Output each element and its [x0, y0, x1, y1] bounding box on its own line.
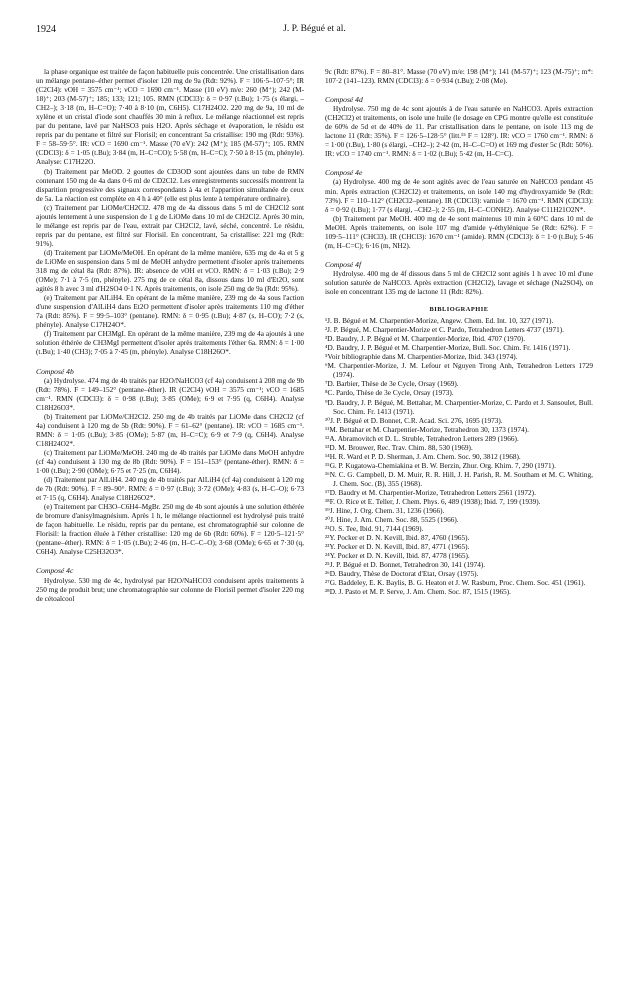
reference-item: ¹⁹J. Hine, J. Org. Chem. 31, 1236 (1966). — [325, 507, 445, 516]
bibliography-heading: BIBLIOGRAPHIE — [429, 306, 489, 314]
left-paragraph: (f) Traitement par CH3MgI. En opérant de la même manière, 239 mg de 4a ajoutés à une solution éthérée de CH3MgI permettent d'isoler après traitements l'éther 6a. RMN: δ = 1·00 (t.Bu); 1·40 (CH3); 7·05 à 7·45 (m, phényle). Analyse C18H26O*. — [36, 330, 304, 357]
left-paragraph: (c) Traitement par LiOMe/CH2Cl2. 478 mg de 4a dissous dans 5 ml de CH2Cl2 sont ajoutés lentement à une suspension de 1 g de LiOMe dans 10 ml de CH2Cl2. Après 30 min, le mélange est repris par de l'eau, extrait par CH2Cl2, lavé, séché, concentré. Le résidu, repris par du pentane, est filtré sur Florisil. En concentrant, 5a cristallise: 221 mg (Rdt: 91%). — [36, 203, 304, 248]
left-paragraph: (c) Traitement par LiOMe/MeOH. 240 mg de 4b traités par LiOMe dans MeOH anhydre (cf 4a) conduisent à 130 mg de 8b (Rdt: 90%). F = 151–153° (pentane-éther). RMN: δ = 1·00 (t.Bu); 2·90 (OMe); 6·75 et 7·25 (m, C6H4). — [36, 448, 304, 476]
right-paragraph: Hydrolyse. 750 mg de 4c sont ajoutés à de l'eau saturée en NaHCO3. Après extraction (CH2Cl2) et traitements, on isole une huile (le dosage en CPG montre qu'elle est constituée de 60% de 5d et de 40% de 11. Par cristallisation dans le pentane, on isole 113 mg de lactone 11 (Rdt: 35%). F = 126·5–128·5° (litt.¹⁵ F = 128°). IR: νCO = 1760 cm⁻¹. RMN: δ = 1·00 (t.Bu), 1·80 (s élargi, –CH2–); 2·42 (m, H–C–C=O) et 169 mg d'ester 5c (Rdt: 50%). IR: νCO = 1740 cm⁻¹. RMN: δ = 1·02 (t.Bu); 5·42 (m, H–C=C). — [325, 105, 593, 159]
left-paragraph: (b) Traitement par LiOMe/CH2Cl2. 250 mg de 4b traités par LiOMe dans CH2Cl2 (cf 4a) conduisent à 120 mg de 5b (Rdt: 90%). F = 61–62° (pentane). IR: νCO = 1685 cm⁻¹. RMN: δ = 1·05 (t.Bu); 3·85 (OMe); 5·87 (m, H–C=C); 6·9 et 7·9 (q, C6H4). Analyse C18H24O2*. — [36, 412, 304, 448]
reference-item: ⁹D. Baudry, J. P. Bégué, M. Bettahar, M. Charpentier-Morize, C. Pardo et J. Sansoulet, Bull. Soc. Chim. Fr. 1413 (1971). — [325, 398, 593, 416]
left-paragraph: (b) Traitement par MeOD. 2 gouttes de CD3OD sont ajoutées dans un tube de RMN contenant 150 mg de 4a dans 0·6 ml de CD2Cl2. Les enregistrements successifs montrent la disparition progressive des signaux correspondants à 4a et l'apparition simultanée de ceux de 5a. La réaction est complète en 4 h à 40° (elle est plus lente à température ordinaire). — [36, 167, 304, 203]
reference-item: ²⁷G. Baddeley, E. K. Baylis, B. G. Heaton et J. W. Rasburn, Proc. Chem. Soc. 451 (1961). — [325, 579, 586, 588]
left-paragraph: Hydrolyse. 530 mg de 4c, hydrolysé par H2O/NaHCO3 conduisent après traitements à 250 mg de produit brut; une chromatographie sur colonne de Florisil permet d'isoler 220 mg de cétoalcool — [36, 576, 304, 603]
reference-item: ¹¹M. Bettahar et M. Charpentier-Morize, Tetrahedron 30, 1373 (1974). — [325, 425, 529, 434]
right-section-heading: Composé 4f — [325, 259, 362, 269]
reference-item: ²⁸D. J. Pasto et M. P. Serve, J. Am. Chem. Soc. 87, 1515 (1965). — [325, 588, 511, 597]
reference-item: ¹⁵G. P. Kugatowa-Chemiakina et B. W. Berzin, Zhur. Org. Khim. 7, 290 (1971). — [325, 461, 556, 470]
running-head: J. P. Bégué et al. — [283, 24, 346, 34]
reference-item: ²¹O. S. Tee, Ibid. 91, 7144 (1969). — [325, 525, 424, 534]
reference-item: ¹J. B. Bégué et M. Charpentier-Morize, Angew. Chem. Ed. Int. 10, 327 (1971). — [325, 317, 554, 326]
right-section-heading: Composé 4e — [325, 168, 363, 178]
right-paragraph: (a) Hydrolyse. 400 mg de 4e sont agités avec de l'eau saturée en NaHCO3 pendant 45 min. Après extraction (CH2Cl2) et traitements, on isole 140 mg d'hydroxyamide 9e (Rdt: 73%). F = 110–112° (CH2Cl2–pentane). IR (CDCl3): νamide = 1670 cm⁻¹. RMN (CDCl3): δ = 0·92 (t.Bu); 1·77 (s élargi, –CH2–); 2·55 (m, H–C–CONH2). Analyse C11H21O2N*. — [325, 178, 593, 214]
reference-item: ¹⁴H. R. Ward et P. D. Sherman, J. Am. Chem. Soc. 90, 3812 (1968). — [325, 452, 521, 461]
reference-item: ³D. Baudry, J. P. Bégué et M. Charpentier-Morize, Ibid. 4707 (1970). — [325, 335, 526, 344]
left-paragraph: (e) Traitement par CH3O–C6H4–MgBr. 250 mg de 4b sont ajoutés à une solution éthérée de bromure d'anisylmagnésium. Après 1 h, le mélange réactionnel est hydrolysé puis traité de façon habituelle. Le résidu, repris par du pentane, est chromatographié sur colonne de Florisil: la fraction éluée à l'éther cristallise: 120 mg de 6b (Rdt: 60%). F = 120·5–121·5° (pentane–éther). RMN: δ = 1·05 (t.Bu); 2·46 (m, H–C–C–O); 3·68 (OMe); 6·65 et 7·30 (q, C6H4). Analyse C25H32O3*. — [36, 503, 304, 557]
reference-item: ²⁴Y. Pocker et D. N. Kevill, Ibid. 87, 4778 (1965). — [325, 552, 470, 561]
reference-item: ¹⁷D. Baudry et M. Charpentier-Morize, Tetrahedron Letters 2561 (1972). — [325, 488, 536, 497]
reference-item: ²J. P. Bégué, M. Charpentier-Morize et C. Pardo, Tetrahedron Letters 4737 (1971). — [325, 326, 564, 335]
reference-item: ²⁵J. P. Bégué et D. Bonnet, Tetrahedron 30, 141 (1974). — [325, 561, 486, 570]
reference-item: ¹⁸F. O. Rice et E. Teller, J. Chem. Phys. 6, 489 (1938); Ibid. 7, 199 (1939). — [325, 498, 541, 507]
reference-item: ¹⁰J. P. Bégué et D. Bonnet, C.R. Acad. Sci. 276, 1695 (1973). — [325, 416, 503, 425]
right-section-heading: Composé 4d — [325, 95, 363, 105]
right-paragraph: (b) Traitement par MeOH. 400 mg de 4e sont maintenus 10 min à 60°C dans 10 ml de MeOH. Après traitements, on isole 107 mg d'amide γ-éthylénique 5e (Rdt: 62%). F = 109·5–111° (CHCl3). IR (CHCl3): 1670 cm⁻¹ (amide). RMN (CDCl3): δ = 1·0 (t.Bu); 5·46 (m, H–C=C); 6·16 (m, NH2). — [325, 214, 593, 250]
left-paragraph: (d) Traitement par AlLiH4. 240 mg de 4b traités par AlLiH4 (cf 4a) conduisent à 120 mg de 7b (Rdt: 90%). F = 89–90°. RMN: δ = 0·97 (t.Bu); 3·72 (OMe); 4·83 (s, H–C–O); 6·73 et 7·15 (q, C6H4). Analyse C18H26O2*. — [36, 476, 304, 503]
right-paragraph: Hydrolyse. 400 mg de 4f dissous dans 5 ml de CH2Cl2 sont agités 1 h avec 10 ml d'une solution saturée de NaHCO3. Après extraction (CH2Cl2), lavage et séchage (Na2SO4), on isole en concentrant 135 mg de lactone 11 (Rdt: 82%). — [325, 269, 593, 296]
left-paragraph: (d) Traitement par LiOMe/MeOH. En opérant de la même manière, 635 mg de 4a et 5 g de LiOMe en suspension dans 5 ml de MeOH anhydre permettent d'isoler après traitements 318 mg de cétal 8a (Rdt: 87%). IR: absence de νOH et νCO. RMN: δ = 1·03 (t.Bu); 2·9 (OMe); 7·1 à 7·5 (m, phényle). 275 mg de ce cétal 8a, dissous dans 10 ml d'Et2O, sont agités 8 h avec 3 ml d'H2SO4 0·1 N. Après traitements, on isole 250 mg de 9a (Rdt: 95%). — [36, 248, 304, 294]
reference-item: ⁵Voir bibliographie dans M. Charpentier-Morize, Ibid. 343 (1974). — [325, 353, 518, 362]
page-number: 1924 — [36, 24, 56, 35]
left-paragraph: (e) Traitement par AlLiH4. En opérant de la même manière, 239 mg de 4a sous l'action d'une suspension d'AlLiH4 dans Et2O permettent d'isoler après traitements 110 mg d'éther 7a (Rdt: 85%). F = 99·5–103° (pentane). RMN: δ = 0·95 (t.Bu); 4·87 (s, H–CO); 7·2 (s, phényle). Analyse C17H24O*. — [36, 294, 304, 330]
right-paragraph: 9c (Rdt: 87%). F = 80–81°. Masse (70 eV) m/e: 198 (M⁺); 141 (M-57)⁺; 123 (M-75)⁺; m*: 107·2 (141–123). RMN (CDCl3): δ = 0·934 (t.Bu); 2·08 (Me). — [325, 68, 593, 86]
right-column — [325, 68, 593, 598]
reference-item: ²²Y. Pocker et D. N. Kevill, Ibid. 87, 4760 (1965). — [325, 534, 470, 543]
reference-item: ⁶M. Charpentier-Morize, J. M. Lefour et Nguyen Trong Anh, Tetrahedron Letters 1729 (1974). — [325, 362, 593, 380]
reference-item: ⁴D. Baudry, J. P. Bégué et M. Charpentier-Morize, Bull. Soc. Chim. Fr. 1416 (1971). — [325, 344, 571, 353]
left-section-heading: Composé 4c — [36, 566, 74, 576]
reference-item: ²⁰J. Hine, J. Am. Chem. Soc. 88, 5525 (1966). — [325, 516, 459, 525]
page-header — [36, 24, 593, 42]
journal-page — [36, 24, 593, 603]
reference-item: ¹⁶N. C. G. Campbell, D. M. Muir, R. R. Hill, J. H. Parish, R. M. Southam et M. C. Whiting, J. Chem. Soc. (B), 355 (1968). — [325, 470, 593, 488]
left-column — [36, 68, 304, 604]
left-paragraph: (a) Hydrolyse. 474 mg de 4b traités par H2O/NaHCO3 (cf 4a) conduisent à 208 mg de 9b (Rdt: 78%). F = 149–152° (pentane–éther). IR (C2Cl4) νOH = 3575 cm⁻¹; νCO = 1685 cm⁻¹. RMN (CDCl3): δ = 0·98 (t.Bu); 3·85 (OMe); 6·9 et 7·95 (q, C6H4). Analyse C18H26O3*. — [36, 376, 304, 412]
reference-item: ¹²A. Abramovitch et D. L. Struble, Tetrahedron Letters 289 (1966). — [325, 434, 519, 443]
reference-item: ¹³D. M. Brouwer, Rec. Trav. Chim. 88, 530 (1969). — [325, 443, 473, 452]
reference-item: ⁷D. Barbier, Thèse de 3e Cycle, Orsay (1969). — [325, 380, 459, 389]
reference-item: ²⁶D. Baudry, Thèse de Doctorat d'Etat, Orsay (1975). — [325, 570, 479, 579]
left-paragraph: la phase organique est traitée de façon habituelle puis concentrée. Une cristallisation dans un mélange pentane–éther permet d'isoler 120 mg de 9a (Rdt: 92%). F = 106·5–107·5°; IR (C2Cl4): νOH = 3575 cm⁻¹; νCO = 1690 cm⁻¹. Masse (10 eV) m/e: 260 (M⁺); 242 (M-18)⁺; 203 (M-57)⁺; 185; 133; 121; 105. RMN (CDCl3): δ = 0·97 (t.Bu); 1·75 (s élargi, –CH2–); 3·18 (m, H–C=O); 7·40 à 8·10 (m, C6H5). C17H24O2. 220 mg de 9a, 10 ml de xylène et un cristal d'iode sont chauffés 30 min à reflux. Le mélange réactionnel est repris par du pentane, lavé par NaHSO3 puis H2O. Après séchage et évaporation, le résidu est repris par du pentane et filtré sur Florisil; en concentrant 5a cristallise: 190 mg (Rdt: 93%). F = 58–59·5°. IR: νCO = 1690 cm⁻¹. Masse (70 eV): 242 (M⁺); 185 (M-57)⁺; 105. RMN (CDCl3): δ = 1·05 (t.Bu); 3·84 (m, H–C=CO); 5·58 (m, H–C=C); 7·50 à 8·15 (m, phényle). Analyse: C17H22O. — [36, 68, 304, 167]
reference-item: ⁸C. Pardo, Thèse de 3e Cycle, Orsay (1973). — [325, 389, 454, 398]
left-section-heading: Composé 4b — [36, 366, 74, 376]
reference-item: ²³Y. Pocker et D. N. Kevill, Ibid. 87, 4771 (1965). — [325, 543, 470, 552]
